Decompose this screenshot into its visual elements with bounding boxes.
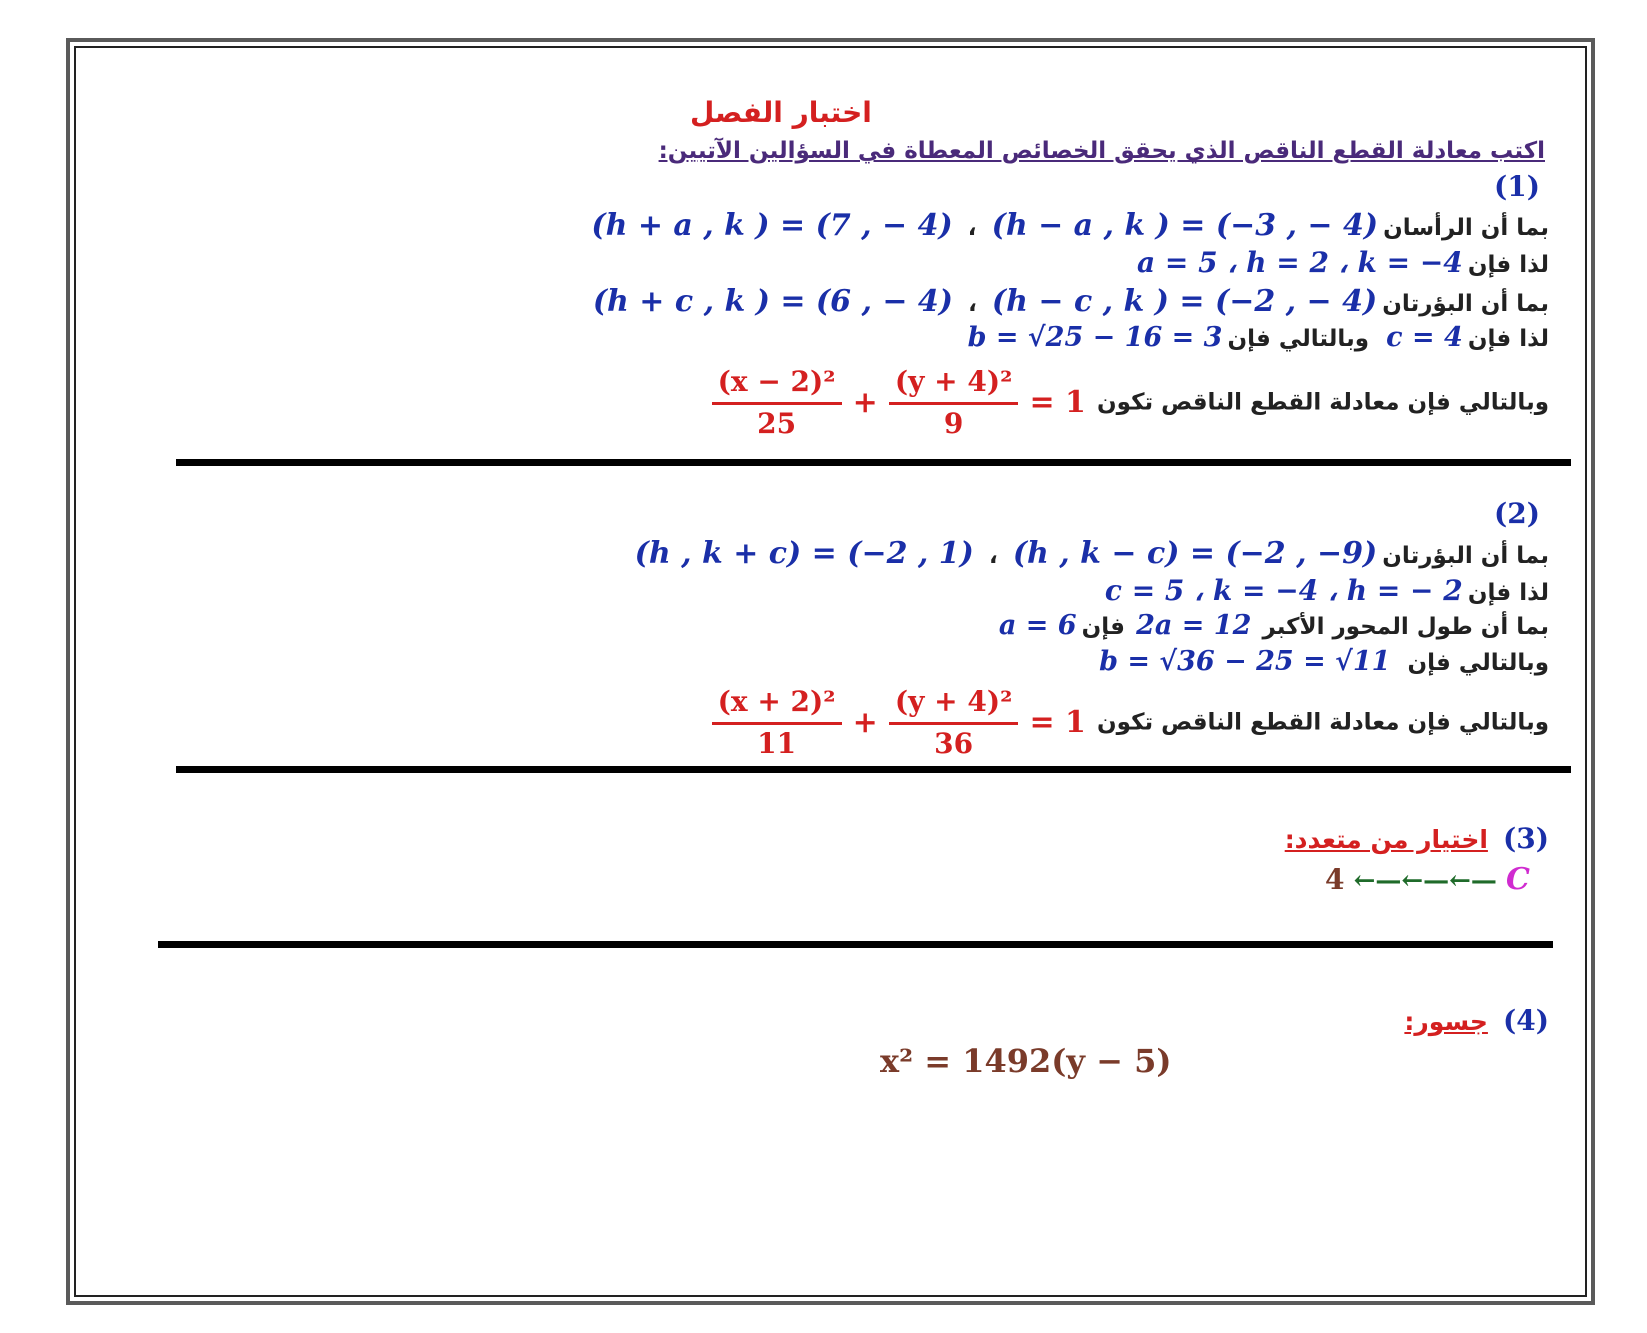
q1-numerator-x: (x − 2)² — [712, 362, 842, 405]
q1-line3-text: بما أن البؤرتان — [1382, 291, 1549, 317]
q1-line2-text: لذا فإن — [1467, 252, 1549, 278]
q1-line3 — [593, 284, 1549, 319]
q1-plus: + — [852, 385, 878, 420]
q2-line3-text-a: بما أن طول المحور الأكبر — [1262, 614, 1549, 640]
q1-line4 — [968, 322, 1549, 353]
q2-line4-text: وبالتالي فإن — [1407, 650, 1549, 676]
q1-separator-2: ، — [968, 291, 977, 317]
instruction-text: اكتب معادلة القطع الناقص الذي يحقق الخصائص المعطاة في السؤالين الآتيين: — [658, 138, 1545, 164]
q2-denominator-y: 36 — [934, 727, 974, 760]
q1-line2 — [1137, 246, 1549, 279]
q2-b-value: b = √36 − 25 = √11 — [1099, 646, 1391, 677]
q1-denominator-y: 9 — [943, 407, 964, 440]
q2-line5 — [712, 682, 1549, 763]
q1-line5-text: وبالتالي فإن معادلة القطع الناقص تكون — [1097, 389, 1549, 416]
q2-line4 — [1099, 646, 1549, 677]
q1-fraction-x — [712, 362, 842, 443]
page-title: اختبار الفصل — [690, 96, 872, 129]
q2-fraction-y — [889, 682, 1018, 763]
q1-separator: ، — [967, 215, 977, 241]
q2-major-axis: 2a = 12 — [1136, 610, 1252, 641]
q2-rhs: = 1 — [1029, 705, 1086, 740]
q1-fraction-y — [889, 362, 1018, 443]
q4-equation: x² = 1492(y − 5) — [880, 1042, 1172, 1080]
q3-answer-value: 4 — [1325, 863, 1345, 896]
q2-ellipse-equation — [712, 682, 1092, 763]
q1-line1-text: بما أن الرأسان — [1383, 215, 1549, 241]
q2-line2 — [1105, 574, 1549, 607]
q4-label: جسور: — [1404, 1007, 1488, 1036]
q2-fraction-x — [712, 682, 842, 763]
q1-line4-text-b: وبالتالي فإن — [1227, 326, 1370, 352]
q2-a-value: a = 6 — [998, 610, 1077, 641]
q1-focus-minus: (h − c , k ) = (−2 , − 4) — [991, 284, 1378, 319]
q2-line1-text: بما أن البؤرتان — [1382, 543, 1549, 569]
q2-numerator-y: (y + 4)² — [889, 682, 1018, 725]
divider-3 — [158, 941, 1553, 948]
q1-numerator-y: (y + 4)² — [889, 362, 1018, 405]
q2-focus-minus: (h , k − c) = (−2 , −9) — [1012, 536, 1378, 571]
q3-arrows: ←—←—←— — [1353, 866, 1497, 896]
q1-vertex-minus: (h − a , k ) = (−3 , − 4) — [991, 208, 1379, 243]
q3-label: اختيار من متعدد: — [1284, 825, 1488, 854]
q2-focus-plus: (h , k + c) = (−2 , 1) — [634, 536, 974, 571]
q1-line1 — [591, 208, 1549, 243]
q2-values: c = 5 ، k = −4 ، h = − 2 — [1104, 574, 1463, 607]
q2-plus: + — [852, 705, 878, 740]
q3-number: (3) — [1503, 822, 1549, 855]
q2-denominator-x: 11 — [757, 727, 797, 760]
q1-focus-plus: (h + c , k ) = (6 , − 4) — [592, 284, 953, 319]
q1-values: a = 5 ، h = 2 ، k = −4 — [1137, 246, 1463, 279]
q4-header — [1404, 1004, 1549, 1037]
q3-header — [1285, 822, 1549, 855]
q4-number: (4) — [1503, 1004, 1549, 1037]
q2-line2-text: لذا فإن — [1467, 580, 1549, 606]
q2-line3-text-b: فإن — [1081, 614, 1125, 640]
q1-denominator-x: 25 — [757, 407, 797, 440]
q2-line5-text: وبالتالي فإن معادلة القطع الناقص تكون — [1097, 709, 1549, 736]
q1-line4-text-a: لذا فإن — [1467, 326, 1549, 352]
q1-c-value: c = 4 — [1386, 322, 1463, 353]
q1-ellipse-equation — [712, 362, 1092, 443]
q1-b-value: b = √25 − 16 = 3 — [967, 322, 1223, 353]
q3-answer-letter: C — [1506, 862, 1530, 897]
q1-number: (1) — [1494, 170, 1540, 203]
q2-line1 — [635, 536, 1549, 571]
q1-rhs: = 1 — [1029, 385, 1086, 420]
q2-separator: ، — [988, 543, 998, 569]
divider-2 — [176, 766, 1571, 773]
q2-numerator-x: (x + 2)² — [712, 682, 842, 725]
q2-number: (2) — [1494, 497, 1540, 530]
q2-line3 — [999, 610, 1549, 641]
divider-1 — [176, 459, 1571, 466]
q1-line5 — [712, 362, 1549, 443]
q1-vertex-plus: (h + a , k ) = (7 , − 4) — [591, 208, 953, 243]
q3-answer — [1325, 862, 1530, 897]
